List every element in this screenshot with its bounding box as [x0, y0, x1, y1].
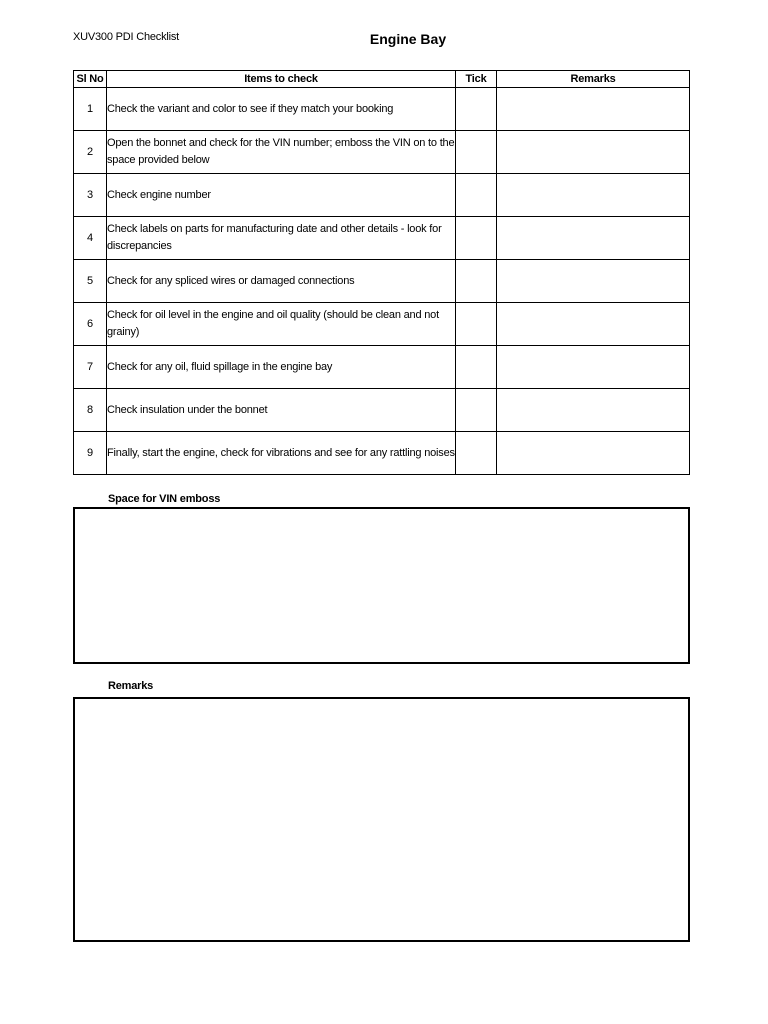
sl-no-cell: 6 [74, 303, 107, 346]
item-cell: Check for oil level in the engine and oil quality (should be clean and not grainy) [107, 303, 456, 346]
column-header-sl-no: Sl No [74, 71, 107, 88]
remarks-cell [497, 432, 690, 475]
remarks-cell [497, 88, 690, 131]
item-cell: Check labels on parts for manufacturing date and other details - look for discrepancies [107, 217, 456, 260]
tick-cell [456, 260, 497, 303]
tick-cell [456, 389, 497, 432]
remarks-cell [497, 131, 690, 174]
tick-cell [456, 88, 497, 131]
checklist-table [73, 70, 690, 475]
column-header-remarks: Remarks [497, 71, 690, 88]
remarks-cell [497, 174, 690, 217]
table-row [74, 346, 690, 389]
item-cell: Check for any oil, fluid spillage in the engine bay [107, 346, 456, 389]
vin-emboss-label: Space for VIN emboss [108, 493, 221, 505]
remarks-cell [497, 260, 690, 303]
sl-no-cell: 1 [74, 88, 107, 131]
remarks-label: Remarks [108, 680, 154, 692]
tick-cell [456, 432, 497, 475]
tick-cell [456, 174, 497, 217]
table-row [74, 88, 690, 131]
table-row [74, 260, 690, 303]
remarks-cell [497, 346, 690, 389]
remarks-box [73, 697, 690, 942]
tick-cell [456, 303, 497, 346]
column-header-items: Items to check [107, 71, 456, 88]
item-cell: Check for any spliced wires or damaged connections [107, 260, 456, 303]
sl-no-cell: 9 [74, 432, 107, 475]
remarks-cell [497, 303, 690, 346]
tick-cell [456, 217, 497, 260]
remarks-cell [497, 217, 690, 260]
page-title: Engine Bay [369, 31, 447, 47]
table-header-row [74, 71, 690, 88]
table-row [74, 131, 690, 174]
sl-no-cell: 8 [74, 389, 107, 432]
vin-emboss-box [73, 507, 690, 664]
sl-no-cell: 5 [74, 260, 107, 303]
table-row [74, 389, 690, 432]
sl-no-cell: 3 [74, 174, 107, 217]
table-row [74, 174, 690, 217]
item-cell: Finally, start the engine, check for vibrations and see for any rattling noises [107, 432, 456, 475]
tick-cell [456, 346, 497, 389]
item-cell: Check engine number [107, 174, 456, 217]
table-row [74, 217, 690, 260]
table-row [74, 303, 690, 346]
table-row [74, 432, 690, 475]
column-header-tick: Tick [456, 71, 497, 88]
sl-no-cell: 2 [74, 131, 107, 174]
item-cell: Check the variant and color to see if they match your booking [107, 88, 456, 131]
remarks-cell [497, 389, 690, 432]
document-name: XUV300 PDI Checklist [73, 31, 180, 43]
sl-no-cell: 7 [74, 346, 107, 389]
tick-cell [456, 131, 497, 174]
item-cell: Open the bonnet and check for the VIN number; emboss the VIN on to the space provided below [107, 131, 456, 174]
sl-no-cell: 4 [74, 217, 107, 260]
item-cell: Check insulation under the bonnet [107, 389, 456, 432]
